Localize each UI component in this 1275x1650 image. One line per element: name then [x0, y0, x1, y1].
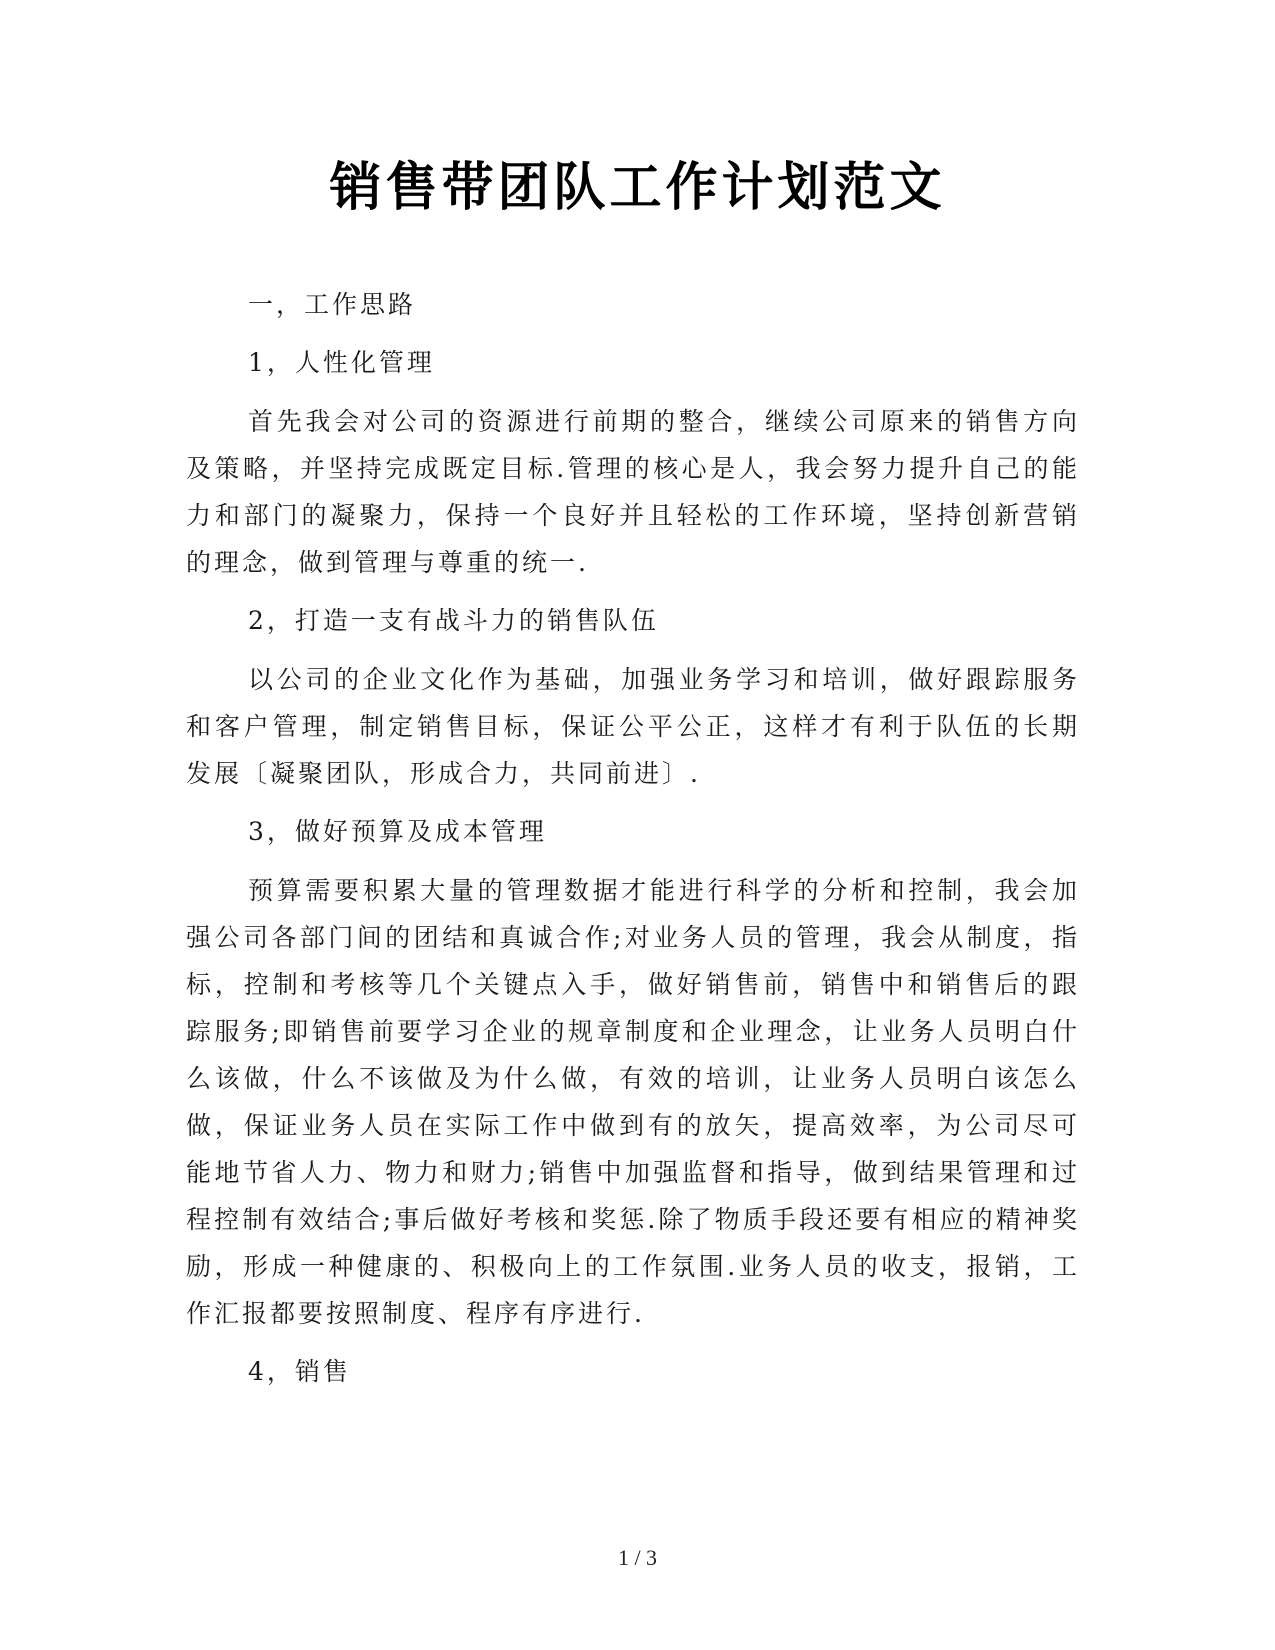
subsection-heading: 4，销售: [248, 1357, 351, 1386]
body-paragraph: 预算需要积累大量的管理数据才能进行科学的分析和控制，我会加强公司各部门间的团结和真诚合作;对业务人员的管理，我会从制度，指标，控制和考核等几个关键点入手，做好销售前，销售中和销售后的跟踪服务;即销售前要学习企业的规章制度和企业理念，让业务人员明白什么该做，什么不该做及为什么做，有效的培训，让业务人员明白该怎么做，保证业务人员在实际工作中做到有的放矢，提高效率，为公司尽可能地节省人力、物力和财力;销售中加强监督和指导，做到结果管理和过程控制有效结合;事后做好考核和奖惩.除了物质手段还要有相应的精神奖励，形成一种健康的、积极向上的工作氛围.业务人员的收支，报销，工作汇报都要按照制度、程序有序进行.: [186, 876, 1080, 1328]
page-number: 1 / 3: [617, 1545, 658, 1570]
subsection-heading: 2，打造一支有战斗力的销售队伍: [248, 606, 659, 635]
subsection-heading: 3，做好预算及成本管理: [248, 817, 547, 846]
section-heading: 一，工作思路: [248, 290, 417, 319]
body-paragraph: 首先我会对公司的资源进行前期的整合，继续公司原来的销售方向及策略，并坚持完成既定目标.管理的核心是人，我会努力提升自己的能力和部门的凝聚力，保持一个良好并且轻松的工作环境，坚持创新营销的理念，做到管理与尊重的统一.: [186, 407, 1080, 577]
document-title: 销售带团队工作计划范文: [329, 157, 946, 218]
subsection-heading: 1，人性化管理: [248, 348, 435, 377]
body-paragraph: 以公司的企业文化作为基础，加强业务学习和培训，做好跟踪服务和客户管理，制定销售目标，保证公平公正，这样才有利于队伍的长期发展〔凝聚团队，形成合力，共同前进〕.: [186, 665, 1080, 788]
document-body: [186, 282, 1080, 1407]
